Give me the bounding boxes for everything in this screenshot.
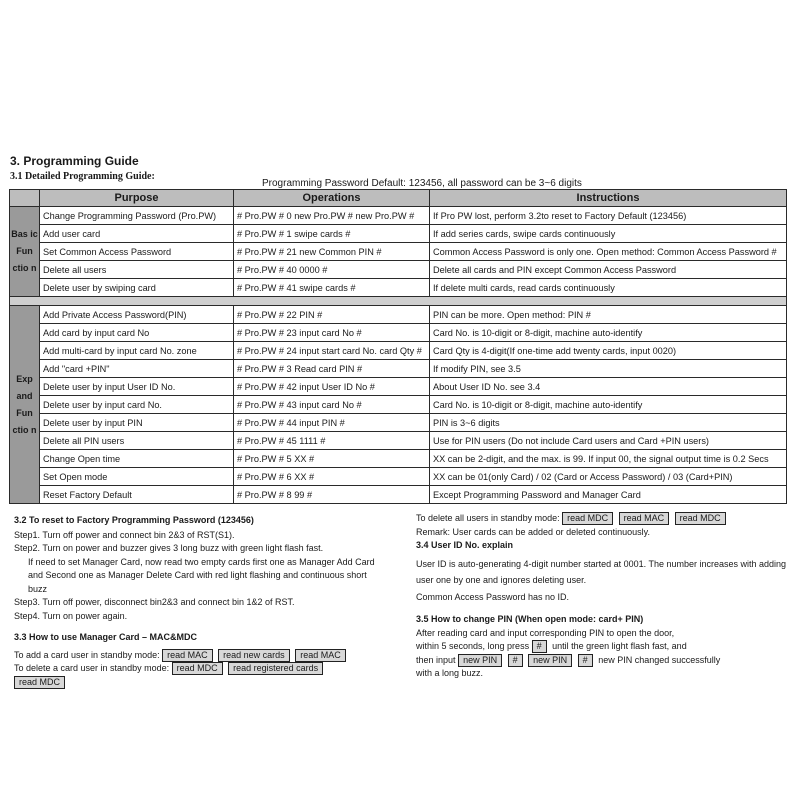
header-instructions: Instructions: [430, 190, 787, 207]
instruction-cell: If add series cards, swipe cards continuously: [430, 225, 787, 243]
reset-step: Step3. Turn off power, disconnect bin2&3 and connect bin 1&2 of RST.: [14, 597, 295, 607]
instruction-cell: Use for PIN users (Do not include Card users and Card +PIN users): [430, 432, 787, 450]
add-card-label: To add a card user in standby mode:: [14, 649, 160, 660]
operation-cell: # Pro.PW # 40 0000 #: [234, 261, 430, 279]
table-row: [10, 378, 787, 396]
change-pin-title: 3.5 How to change PIN (When open mode: card+ PIN): [416, 614, 644, 624]
key-read-mdc: read MDC: [14, 676, 65, 689]
instruction-cell: PIN can be more. Open method: PIN #: [430, 306, 787, 324]
operation-cell: # Pro.PW # 44 input PIN #: [234, 414, 430, 432]
operation-cell: # Pro.PW # 0 new Pro.PW # new Pro.PW #: [234, 207, 430, 225]
manager-card-title: 3.3 How to use Manager Card – MAC&MDC: [14, 632, 198, 642]
purpose-cell: Delete user by input card No.: [40, 396, 234, 414]
change-pin-text: then input: [416, 654, 456, 665]
right-column: [416, 512, 794, 681]
group-label: Exp and Fun ctio n: [10, 306, 40, 504]
table-row: [10, 360, 787, 378]
purpose-cell: Set Common Access Password: [40, 243, 234, 261]
instruction-cell: Card No. is 10-digit or 8-digit, machine auto-identify: [430, 324, 787, 342]
subsection-title: 3.1 Detailed Programming Guide:: [10, 171, 155, 182]
user-id-text: user one by one and ignores deleting user.: [416, 575, 587, 585]
instruction-cell: If Pro PW lost, perform 3.2to reset to Factory Default (123456): [430, 207, 787, 225]
change-pin-text: new PIN changed successfully: [598, 654, 721, 665]
purpose-cell: Reset Factory Default: [40, 486, 234, 504]
table-row: [10, 279, 787, 297]
instruction-cell: XX can be 2-digit, and the max. is 99. If input 00, the signal output time is 0.2 Secs: [430, 450, 787, 468]
operation-cell: # Pro.PW # 42 input User ID No #: [234, 378, 430, 396]
instruction-cell: XX can be 01(only Card) / 02 (Card or Access Password) / 03 (Card+PIN): [430, 468, 787, 486]
purpose-cell: Add multi-card by input card No. zone: [40, 342, 234, 360]
purpose-cell: Delete all users: [40, 261, 234, 279]
operation-cell: # Pro.PW # 3 Read card PIN #: [234, 360, 430, 378]
operation-cell: # Pro.PW # 24 input start card No. card Qty #: [234, 342, 430, 360]
remark: Remark: User cards can be added or deleted continuously.: [416, 526, 650, 537]
operation-cell: # Pro.PW # 5 XX #: [234, 450, 430, 468]
delete-card-label: To delete a card user in standby mode:: [14, 663, 170, 673]
purpose-cell: Delete user by swiping card: [40, 279, 234, 297]
reset-step: Step4. Turn on power again.: [14, 610, 128, 621]
purpose-cell: Change Open time: [40, 450, 234, 468]
table-row: [10, 225, 787, 243]
purpose-cell: Add user card: [40, 225, 234, 243]
programming-table: [9, 189, 787, 504]
change-pin-text: After reading card and input corresponding PIN to open the door,: [416, 627, 675, 638]
operation-cell: # Pro.PW # 6 XX #: [234, 468, 430, 486]
change-pin-line: [416, 640, 794, 654]
purpose-cell: Change Programming Password (Pro.PW): [40, 207, 234, 225]
table-row: [10, 324, 787, 342]
operation-cell: # Pro.PW # 45 1111 #: [234, 432, 430, 450]
key-hash: #: [508, 654, 523, 667]
group-label: Bas ic Fun ctio n: [10, 207, 40, 297]
change-pin-text: with a long buzz.: [416, 668, 484, 678]
reset-note: buzz: [28, 583, 48, 594]
table-row: [10, 414, 787, 432]
operation-cell: # Pro.PW # 23 input card No #: [234, 324, 430, 342]
password-note: Programming Password Default: 123456, all password can be 3~6 digits: [262, 178, 582, 189]
table-row: [10, 306, 787, 324]
table-row: [10, 432, 787, 450]
change-pin-text: within 5 seconds, long press: [416, 641, 530, 651]
instruction-cell: Card No. is 10-digit or 8-digit, machine auto-identify: [430, 396, 787, 414]
reset-step: Step2. Turn on power and buzzer gives 3 long buzz with green light flash fast.: [14, 543, 324, 553]
key-new-pin: new PIN: [528, 654, 572, 667]
instruction-cell: Delete all cards and PIN except Common Access Password: [430, 261, 787, 279]
operation-cell: # Pro.PW # 43 input card No #: [234, 396, 430, 414]
purpose-cell: Delete all PIN users: [40, 432, 234, 450]
table-row: [10, 468, 787, 486]
operation-cell: # Pro.PW # 1 swipe cards #: [234, 225, 430, 243]
key-read-mdc: read MDC: [172, 662, 223, 675]
key-read-mac: read MAC: [295, 649, 346, 662]
left-column: [14, 514, 399, 689]
reset-title: 3.2 To reset to Factory Programming Password (123456): [14, 515, 254, 525]
purpose-cell: Add Private Access Password(PIN): [40, 306, 234, 324]
header-purpose: Purpose: [40, 190, 234, 207]
key-read-mac: read MAC: [162, 649, 213, 662]
table-row: [10, 207, 787, 225]
key-read-mdc: read MDC: [562, 512, 613, 525]
table-row: [10, 243, 787, 261]
change-pin-text: until the green light flash fast, and: [552, 641, 687, 651]
header-blank: [10, 190, 40, 207]
purpose-cell: Delete user by input User ID No.: [40, 378, 234, 396]
reset-note: and Second one as Manager Delete Card with red light flashing and continuous short: [28, 570, 367, 580]
operation-cell: # Pro.PW # 22 PIN #: [234, 306, 430, 324]
user-id-title: 3.4 User ID No. explain: [416, 540, 514, 550]
key-new-pin: new PIN: [458, 654, 502, 667]
header-operations: Operations: [234, 190, 430, 207]
operation-cell: # Pro.PW # 41 swipe cards #: [234, 279, 430, 297]
purpose-cell: Delete user by input PIN: [40, 414, 234, 432]
table-row: [10, 450, 787, 468]
operation-cell: # Pro.PW # 21 new Common PIN #: [234, 243, 430, 261]
delete-card-line: [14, 662, 399, 676]
change-pin-line: [416, 654, 794, 668]
instruction-cell: About User ID No. see 3.4: [430, 378, 787, 396]
purpose-cell: Add card by input card No: [40, 324, 234, 342]
instruction-cell: If delete multi cards, read cards continuously: [430, 279, 787, 297]
instruction-cell: If modify PIN, see 3.5: [430, 360, 787, 378]
purpose-cell: Set Open mode: [40, 468, 234, 486]
purpose-cell: Add "card +PIN": [40, 360, 234, 378]
delete-all-label: To delete all users in standby mode:: [416, 513, 560, 523]
table-row: [10, 342, 787, 360]
instruction-cell: PIN is 3~6 digits: [430, 414, 787, 432]
key-read-new-cards: read new cards: [218, 649, 290, 662]
operation-cell: # Pro.PW # 8 99 #: [234, 486, 430, 504]
table-row: [10, 396, 787, 414]
instruction-cell: Except Programming Password and Manager Card: [430, 486, 787, 504]
group-separator: [10, 297, 787, 306]
user-id-text: Common Access Password has no ID.: [416, 591, 570, 602]
user-id-text: User ID is auto-generating 4-digit number started at 0001. The number increases with adding: [416, 558, 787, 569]
key-read-registered-cards: read registered cards: [228, 662, 323, 675]
key-read-mac: read MAC: [619, 512, 670, 525]
key-hash: #: [578, 654, 593, 667]
reset-note: If need to set Manager Card, now read two empty cards first one as Manager Add Card: [28, 556, 375, 567]
instruction-cell: Common Access Password is only one. Open method: Common Access Password #: [430, 243, 787, 261]
table-row: [10, 486, 787, 504]
key-hash: #: [532, 640, 547, 653]
instruction-cell: Card Qty is 4-digit(If one-time add twenty cards, input 0020): [430, 342, 787, 360]
section-title: 3. Programming Guide: [10, 154, 139, 168]
delete-all-line: [416, 512, 794, 526]
reset-step: Step1. Turn off power and connect bin 2&3 of RST(S1).: [14, 529, 235, 540]
key-read-mdc: read MDC: [675, 512, 726, 525]
add-card-line: [14, 649, 399, 663]
table-row: [10, 261, 787, 279]
